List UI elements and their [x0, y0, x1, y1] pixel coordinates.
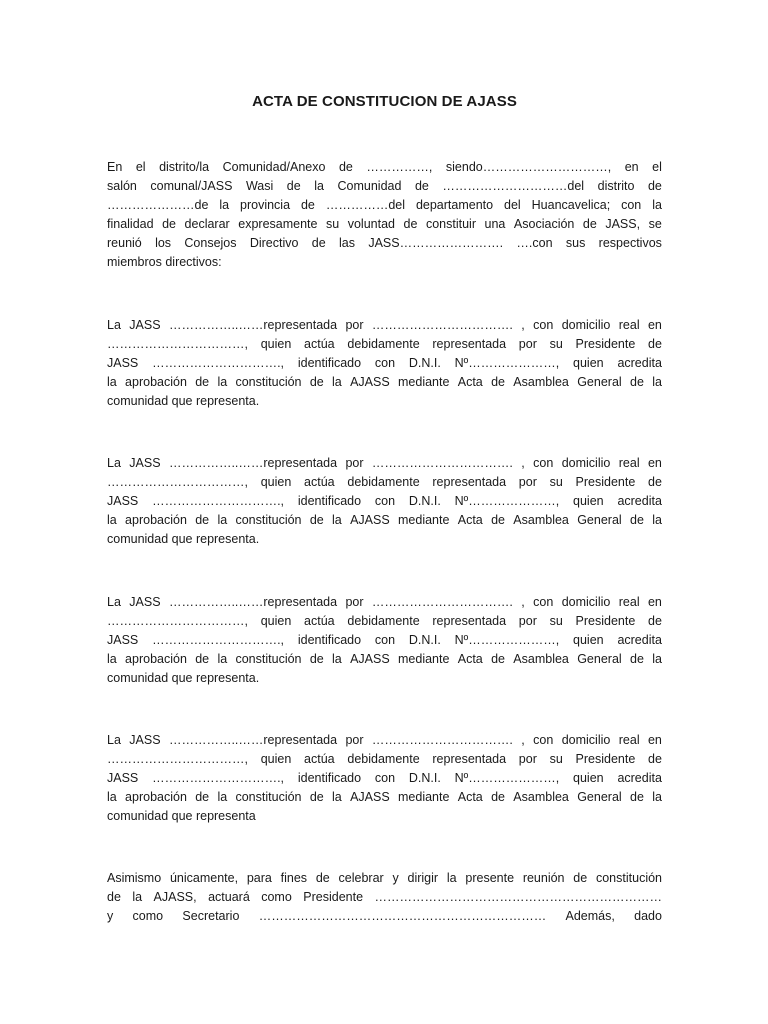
jass-word: de — [648, 475, 662, 489]
jass-word: por — [518, 614, 537, 628]
jass-word: D.N.I. — [408, 494, 441, 508]
closing-word: Secretario — [182, 909, 240, 923]
jass-word: aprobación — [125, 513, 187, 527]
jass-word: JASS — [107, 494, 139, 508]
jass-word: acredita — [617, 356, 662, 370]
jass-word: de — [195, 513, 210, 527]
closing-word: de — [315, 871, 330, 885]
jass-word: de — [648, 614, 662, 628]
jass-word: General — [577, 375, 622, 389]
jass-word: la — [217, 375, 228, 389]
jass-word: su — [549, 475, 563, 489]
intro-word: finalidad — [107, 217, 154, 231]
jass-word: debidamente — [347, 752, 420, 766]
jass-line — [107, 335, 662, 354]
jass-paragraph-1 — [107, 316, 662, 411]
jass-word: de — [630, 652, 644, 666]
closing-word: y — [392, 871, 399, 885]
jass-word: debidamente — [347, 337, 420, 351]
jass-word: Acta — [457, 513, 483, 527]
jass-word: de — [195, 375, 210, 389]
closing-word: celebrar — [338, 871, 384, 885]
jass-line — [107, 473, 662, 492]
intro-word: su — [326, 217, 340, 231]
jass-word: JASS — [129, 595, 161, 609]
jass-word: actúa — [304, 475, 335, 489]
closing-word: y — [107, 909, 114, 923]
jass-word: la — [652, 652, 662, 666]
jass-word: representada — [432, 752, 507, 766]
intro-word: respectivos — [598, 236, 662, 250]
jass-word: aprobación — [125, 790, 187, 804]
jass-word: la — [107, 513, 117, 527]
jass-word: AJASS — [350, 652, 390, 666]
jass-word: por — [518, 337, 537, 351]
jass-word: de — [195, 652, 210, 666]
jass-word: Asamblea — [513, 790, 569, 804]
intro-word: Comunidad — [337, 179, 402, 193]
jass-line — [107, 511, 662, 530]
jass-line: comunidad que representa. — [107, 532, 260, 546]
jass-word: Presidente — [575, 337, 636, 351]
intro-word: de — [300, 198, 315, 212]
closing-word: la — [132, 890, 143, 904]
closing-word: reunión — [522, 871, 565, 885]
jass-word: de — [309, 513, 324, 527]
jass-word: debidamente — [347, 614, 420, 628]
jass-word: AJASS — [350, 790, 390, 804]
intro-word: de — [647, 179, 662, 193]
intro-word: reunió — [107, 236, 142, 250]
closing-word: dirigir — [407, 871, 439, 885]
closing-paragraph — [107, 869, 662, 926]
jass-word: la — [217, 790, 228, 804]
jass-paragraph-3 — [107, 593, 662, 688]
jass-word: debidamente — [347, 475, 420, 489]
intro-word: provincia — [240, 198, 291, 212]
intro-word: las — [339, 236, 356, 250]
jass-word: Asamblea — [513, 652, 569, 666]
jass-word: la — [107, 790, 117, 804]
jass-word: por — [345, 595, 364, 609]
jass-word: de — [648, 337, 662, 351]
closing-word: dado — [634, 909, 662, 923]
jass-word: Acta — [457, 652, 483, 666]
jass-word: Presidente — [575, 752, 636, 766]
jass-line: comunidad que representa — [107, 809, 256, 823]
jass-word: de — [630, 790, 644, 804]
jass-word: mediante — [398, 652, 450, 666]
jass-word: quien — [573, 771, 604, 785]
jass-word: General — [577, 513, 622, 527]
jass-word: con — [533, 318, 554, 332]
jass-line — [107, 731, 662, 750]
jass-line: comunidad que representa. — [107, 394, 260, 408]
jass-line — [107, 631, 662, 650]
jass-word: JASS — [129, 733, 161, 747]
jass-word: de — [309, 652, 324, 666]
intro-word: la — [219, 198, 230, 212]
jass-word: la — [652, 790, 662, 804]
intro-word: Directivo — [249, 236, 299, 250]
jass-word: constitución — [235, 375, 302, 389]
jass-word: ……………………………, — [107, 337, 248, 351]
jass-word: ……………………………. — [371, 733, 513, 747]
closing-word: como — [261, 890, 292, 904]
jass-paragraph-4 — [107, 731, 662, 826]
jass-word: con — [374, 633, 396, 647]
jass-word: en — [647, 318, 662, 332]
intro-word: se — [648, 217, 662, 231]
jass-word: por — [518, 475, 537, 489]
intro-line — [107, 234, 662, 253]
jass-word: la — [217, 652, 228, 666]
jass-word: ……………………………, — [107, 475, 248, 489]
intro-word: de — [582, 217, 597, 231]
jass-word: de — [630, 375, 644, 389]
jass-word: identificado — [297, 494, 362, 508]
jass-line — [107, 354, 662, 373]
intro-word: del — [504, 198, 521, 212]
jass-word: acredita — [617, 494, 662, 508]
closing-word: como — [132, 909, 164, 923]
jass-word: Presidente — [575, 614, 636, 628]
closing-word: de — [573, 871, 588, 885]
jass-word: con — [374, 494, 396, 508]
jass-word: actúa — [304, 337, 335, 351]
intro-word: Huancavelica; — [531, 198, 611, 212]
intro-word: En — [107, 160, 123, 174]
intro-line — [107, 177, 662, 196]
intro-word: expresamente — [238, 217, 318, 231]
jass-line — [107, 454, 662, 473]
intro-word: Wasi — [245, 179, 274, 193]
jass-word: quien — [260, 475, 292, 489]
jass-word: identificado — [297, 771, 362, 785]
closing-line — [107, 907, 662, 926]
jass-word: quien — [573, 356, 604, 370]
jass-word: quien — [260, 752, 292, 766]
jass-word: mediante — [398, 375, 450, 389]
jass-word: JASS — [107, 356, 139, 370]
jass-word: …………………………., — [152, 633, 285, 647]
intro-line — [107, 215, 662, 234]
jass-word: domicilio — [561, 595, 611, 609]
jass-word: La — [107, 456, 121, 470]
jass-word: su — [549, 752, 563, 766]
jass-line — [107, 316, 662, 335]
intro-word: voluntad — [347, 217, 395, 231]
jass-word: constitución — [235, 513, 302, 527]
jass-word: la — [652, 375, 662, 389]
jass-word: Asamblea — [513, 375, 569, 389]
jass-word: en — [647, 733, 662, 747]
jass-word: representada — [432, 475, 507, 489]
intro-word: declarar — [184, 217, 230, 231]
document-title: ACTA DE CONSTITUCION DE AJASS — [252, 93, 517, 110]
jass-word: Acta — [457, 790, 483, 804]
jass-word: …………………………., — [152, 771, 285, 785]
intro-line — [107, 196, 662, 215]
intro-word: de — [162, 217, 177, 231]
jass-word: Presidente — [575, 475, 636, 489]
jass-word: D.N.I. — [408, 633, 441, 647]
jass-word: acredita — [617, 771, 662, 785]
jass-word: ……………………………. — [371, 456, 513, 470]
closing-word: únicamente, — [169, 871, 239, 885]
jass-word: identificado — [297, 633, 362, 647]
jass-word: con — [533, 595, 554, 609]
jass-word: quien — [260, 337, 292, 351]
jass-word: , — [521, 456, 525, 470]
jass-word: la — [332, 513, 342, 527]
jass-word: constitución — [235, 790, 302, 804]
intro-word: departamento — [415, 198, 494, 212]
jass-word: La — [107, 318, 121, 332]
jass-word: , — [521, 318, 525, 332]
jass-line — [107, 373, 662, 392]
intro-word: Comunidad/Anexo — [222, 160, 326, 174]
closing-word: para — [246, 871, 272, 885]
jass-word: de — [195, 790, 210, 804]
jass-word: identificado — [297, 356, 362, 370]
jass-word: actúa — [304, 614, 335, 628]
intro-word: distrito/la — [159, 160, 210, 174]
jass-word: General — [577, 790, 622, 804]
jass-word: de — [309, 790, 324, 804]
intro-word: …………………………del — [442, 179, 585, 193]
jass-word: con — [533, 733, 554, 747]
jass-line — [107, 612, 662, 631]
jass-word: representada — [432, 337, 507, 351]
jass-word: ……………..……representada — [168, 318, 338, 332]
jass-word: quien — [260, 614, 292, 628]
jass-word: aprobación — [125, 375, 187, 389]
jass-word: de — [491, 790, 505, 804]
jass-word: de — [491, 652, 505, 666]
jass-word: quien — [573, 633, 604, 647]
jass-word: con — [374, 356, 396, 370]
jass-word: D.N.I. — [408, 771, 441, 785]
intro-word: de — [286, 179, 301, 193]
jass-word: domicilio — [561, 733, 611, 747]
jass-word: , — [521, 595, 525, 609]
intro-word: distrito — [597, 179, 635, 193]
jass-line — [107, 593, 662, 612]
jass-word: de — [630, 513, 644, 527]
document-page — [107, 0, 662, 1024]
intro-word: siendo…………………………, — [445, 160, 612, 174]
jass-word: de — [491, 513, 505, 527]
jass-word: ……………..……representada — [168, 595, 338, 609]
intro-word: de — [403, 217, 418, 231]
jass-word: representada — [432, 614, 507, 628]
jass-word: actúa — [304, 752, 335, 766]
jass-word: mediante — [398, 513, 450, 527]
intro-word: el — [652, 160, 662, 174]
jass-word: de — [491, 375, 505, 389]
jass-word: ……………………………. — [371, 595, 513, 609]
closing-word: …………………………………………………………… — [258, 909, 547, 923]
intro-word: en — [624, 160, 639, 174]
jass-word: domicilio — [561, 456, 611, 470]
jass-word: por — [345, 318, 364, 332]
jass-word: la — [332, 652, 342, 666]
closing-word: la — [446, 871, 457, 885]
jass-word: la — [107, 652, 117, 666]
intro-word: JASS……………………. — [368, 236, 504, 250]
jass-word: aprobación — [125, 652, 187, 666]
jass-line — [107, 788, 662, 807]
jass-word: por — [518, 752, 537, 766]
intro-word: ….con — [516, 236, 553, 250]
jass-word: …………………………., — [152, 494, 285, 508]
jass-word: AJASS — [350, 513, 390, 527]
closing-word: de — [107, 890, 121, 904]
jass-word: , — [521, 733, 525, 747]
intro-paragraph — [107, 158, 662, 272]
jass-word: Acta — [457, 375, 483, 389]
intro-word: sus — [565, 236, 586, 250]
intro-word: ……………, — [366, 160, 433, 174]
jass-word: real — [618, 318, 640, 332]
jass-word: ……………..……representada — [168, 733, 338, 747]
jass-word: la — [332, 790, 342, 804]
intro-word: con — [621, 198, 642, 212]
jass-word: por — [345, 456, 364, 470]
jass-word: constitución — [235, 652, 302, 666]
jass-word: ……………………………, — [107, 614, 248, 628]
jass-word: acredita — [617, 633, 662, 647]
jass-word: domicilio — [561, 318, 611, 332]
intro-word: la — [652, 198, 662, 212]
jass-word: La — [107, 595, 121, 609]
jass-word: Nº…………………, — [454, 356, 560, 370]
jass-word: ……………………………. — [371, 318, 513, 332]
jass-word: General — [577, 652, 622, 666]
jass-word: la — [217, 513, 228, 527]
closing-word: Presidente — [303, 890, 364, 904]
intro-word: JASS, — [605, 217, 641, 231]
jass-word: de — [309, 375, 324, 389]
jass-word: de — [648, 752, 662, 766]
jass-word: en — [647, 456, 662, 470]
intro-word: los — [155, 236, 172, 250]
closing-line — [107, 869, 662, 888]
jass-word: la — [107, 375, 117, 389]
jass-word: AJASS — [350, 375, 390, 389]
closing-word: actuará — [208, 890, 250, 904]
intro-word: una — [484, 217, 506, 231]
closing-word: constitución — [595, 871, 662, 885]
jass-word: Nº…………………, — [454, 494, 560, 508]
closing-word: Asimismo — [107, 871, 162, 885]
intro-word: Consejos — [184, 236, 237, 250]
jass-word: real — [618, 595, 640, 609]
intro-word: de — [414, 179, 429, 193]
jass-word: Nº…………………, — [454, 771, 560, 785]
jass-word: La — [107, 733, 121, 747]
intro-word: constituir — [425, 217, 476, 231]
intro-word: …………………de — [107, 198, 209, 212]
intro-line: miembros directivos: — [107, 255, 222, 269]
intro-word: comunal/JASS — [150, 179, 233, 193]
closing-word: …………………………………………………………… — [374, 890, 662, 904]
jass-word: mediante — [398, 790, 450, 804]
jass-word: JASS — [107, 771, 139, 785]
closing-line — [107, 888, 662, 907]
intro-word: ……………del — [325, 198, 406, 212]
jass-paragraph-2 — [107, 454, 662, 549]
closing-word: Además, — [565, 909, 615, 923]
jass-word: su — [549, 337, 563, 351]
jass-word: JASS — [129, 318, 161, 332]
jass-word: su — [549, 614, 563, 628]
jass-word: …………………………., — [152, 356, 285, 370]
jass-word: por — [345, 733, 364, 747]
jass-line — [107, 750, 662, 769]
jass-word: JASS — [129, 456, 161, 470]
intro-word: la — [314, 179, 324, 193]
jass-word: la — [652, 513, 662, 527]
jass-line: comunidad que representa. — [107, 671, 260, 685]
jass-word: real — [618, 733, 640, 747]
jass-word: JASS — [107, 633, 139, 647]
jass-line — [107, 650, 662, 669]
closing-word: fines — [280, 871, 308, 885]
intro-word: el — [135, 160, 146, 174]
jass-word: con — [374, 771, 396, 785]
jass-word: D.N.I. — [408, 356, 441, 370]
jass-word: la — [332, 375, 342, 389]
closing-word: presente — [465, 871, 515, 885]
jass-word: en — [647, 595, 662, 609]
jass-word: Asamblea — [513, 513, 569, 527]
jass-word: real — [618, 456, 640, 470]
jass-word: ……………………………, — [107, 752, 248, 766]
intro-word: Asociación — [513, 217, 575, 231]
jass-word: Nº…………………, — [454, 633, 560, 647]
intro-word: de — [338, 160, 353, 174]
closing-word: AJASS, — [153, 890, 197, 904]
jass-word: quien — [573, 494, 604, 508]
jass-line — [107, 769, 662, 788]
jass-word: ……………..……representada — [168, 456, 338, 470]
intro-word: de — [311, 236, 326, 250]
intro-line — [107, 158, 662, 177]
jass-line — [107, 492, 662, 511]
intro-word: salón — [107, 179, 137, 193]
jass-word: con — [533, 456, 554, 470]
